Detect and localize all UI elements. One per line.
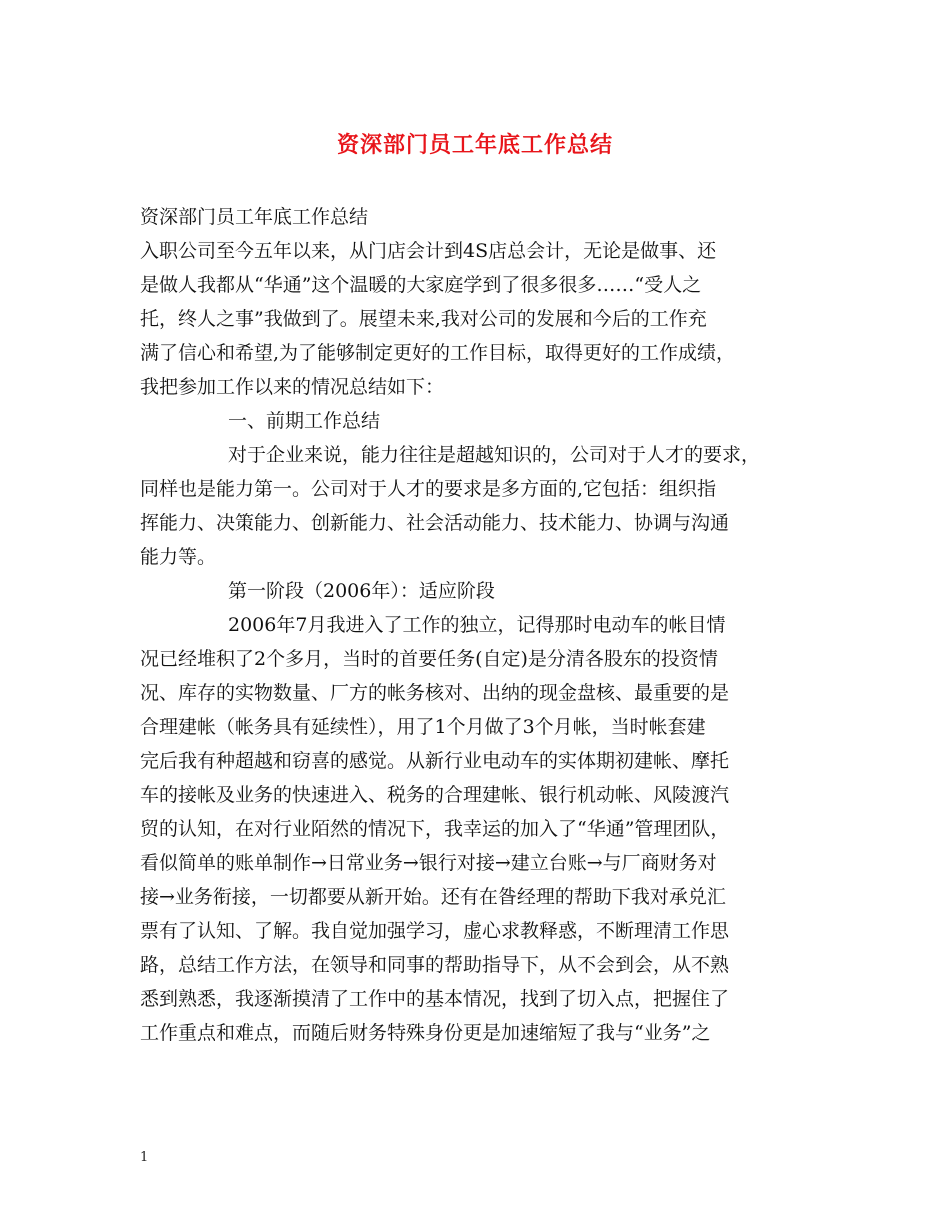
document-body xyxy=(140,200,815,1050)
text-line: 第一阶段（2006年）：适应阶段 xyxy=(228,580,495,602)
text-line: 能力等。 xyxy=(140,546,217,568)
text-line: 入职公司至今五年以来，从门店会计到4S店总会计，无论是做事、还 xyxy=(140,240,717,262)
document-title: 资深部门员工年底工作总结 xyxy=(336,132,613,158)
text-line: 完后我有种超越和窃喜的感觉。从新行业电动车的实体期初建帐、摩托 xyxy=(140,750,730,772)
text-line: 合理建帐（帐务具有延续性），用了1个月做了3个月帐，当时帐套建 xyxy=(140,716,706,738)
page-number: 1 xyxy=(140,1150,149,1165)
text-line: 车的接帐及业务的快速进入、税务的合理建帐、银行机动帐、风陵渡汽 xyxy=(140,784,730,806)
text-line: 工作重点和难点，而随后财务特殊身份更是加速缩短了我与“业务”之 xyxy=(140,1022,711,1044)
text-line: 看似简单的账单制作→日常业务→银行对接→建立台账→与厂商财务对 xyxy=(140,852,717,874)
text-line: 对于企业来说，能力往往是超越知识的，公司对于人才的要求， xyxy=(228,444,761,466)
text-line: 是做人我都从“华通”这个温暖的大家庭学到了很多很多……“受人之 xyxy=(140,274,702,296)
text-line: 我把参加工作以来的情况总结如下： xyxy=(140,376,445,398)
text-line: 况已经堆积了2个多月，当时的首要任务(自定)是分清各股东的投资情 xyxy=(140,648,718,670)
text-line: 托，终人之事”我做到了。展望未来,我对公司的发展和今后的工作充 xyxy=(140,308,707,330)
text-line: 票有了认知、了解。我自觉加强学习，虚心求教释惑，不断理清工作思 xyxy=(140,920,730,942)
text-line: 一、前期工作总结 xyxy=(228,410,381,432)
text-line: 贸的认知，在对行业陌然的情况下，我幸运的加入了“华通”管理团队， xyxy=(140,818,730,840)
text-line: 2006年7月我进入了工作的独立，记得那时电动车的帐目情 xyxy=(228,614,726,636)
text-line: 接→业务衔接，一切都要从新开始。还有在昝经理的帮助下我对承兑汇 xyxy=(140,886,726,908)
text-line: 悉到熟悉，我逐渐摸清了工作中的基本情况，找到了切入点，把握住了 xyxy=(140,988,730,1010)
text-line: 路，总结工作方法，在领导和同事的帮助指导下，从不会到会，从不熟 xyxy=(140,954,730,976)
text-line: 同样也是能力第一。公司对于人才的要求是多方面的,它包括：组织指 xyxy=(140,478,717,500)
text-line: 况、库存的实物数量、厂方的帐务核对、出纳的现金盘核、最重要的是 xyxy=(140,682,730,704)
text-line: 满了信心和希望,为了能够制定更好的工作目标，取得更好的工作成绩， xyxy=(140,342,736,364)
text-line: 资深部门员工年底工作总结 xyxy=(140,206,369,228)
text-line: 挥能力、决策能力、创新能力、社会活动能力、技术能力、协调与沟通 xyxy=(140,512,730,534)
